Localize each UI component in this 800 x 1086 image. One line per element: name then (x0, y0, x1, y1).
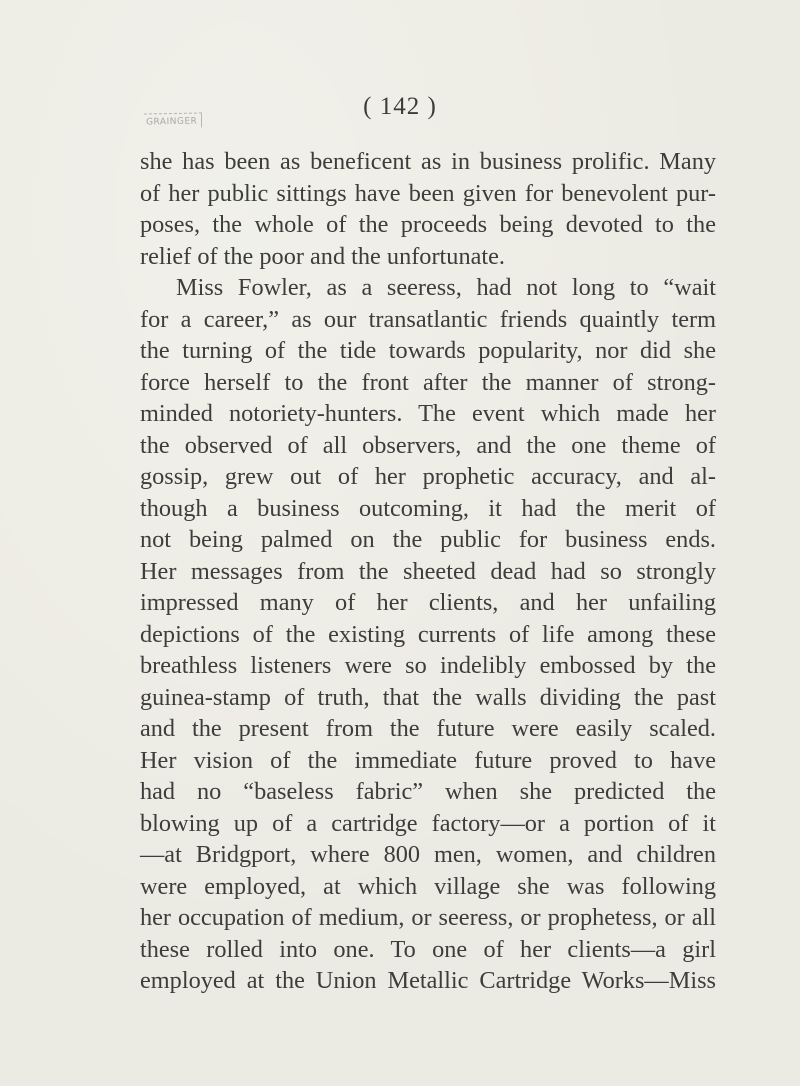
text-line: for a career,” as our transatlantic friends quaintly term (140, 305, 716, 333)
text-line: blowing up of a cartridge factory—or a portion of it (140, 809, 716, 837)
text-line: Her messages from the sheeted dead had so strongly (140, 557, 716, 585)
library-stamp: GRAINGER (144, 112, 203, 128)
text-line: employed at the Union Metallic Cartridge Works—Miss (140, 967, 716, 994)
text-line: guinea-stamp of truth, that the walls dividing the past (140, 683, 716, 711)
text-line: though a business outcoming, it had the merit of (140, 494, 716, 522)
text-line: relief of the poor and the unfortunate. (140, 242, 505, 270)
text-line: Her vision of the immediate future proved to have (140, 746, 716, 774)
text-line: gossip, grew out of her prophetic accuracy, and al- (140, 463, 716, 490)
text-line: of her public sittings have been given for benevolent pur- (140, 179, 716, 207)
text-line: force herself to the front after the manner of strong- (140, 368, 716, 396)
text-line: and the present from the future were easily scaled. (140, 715, 716, 742)
text-line: the observed of all observers, and the one theme of (140, 431, 716, 459)
text-line: breathless listeners were so indelibly embossed by the (140, 652, 716, 679)
text-line: impressed many of her clients, and her unfailing (140, 589, 716, 616)
text-line: had no “baseless fabric” when she predicted the (140, 778, 716, 805)
text-line: minded notoriety-hunters. The event which made her (140, 400, 716, 427)
text-line: she has been as beneficent as in business prolific. Many (140, 148, 716, 175)
text-line: Miss Fowler, as a seeress, had not long to “wait (176, 274, 716, 301)
text-line: poses, the whole of the proceeds being devoted to the (140, 211, 716, 238)
text-line: not being palmed on the public for business ends. (140, 526, 716, 553)
body-text (140, 146, 716, 997)
page-number: ( 142 ) (363, 93, 437, 120)
text-line: —at Bridgport, where 800 men, women, and children (140, 841, 716, 868)
text-line: these rolled into one. To one of her clients—a girl (140, 935, 716, 963)
text-line: were employed, at which village she was following (140, 872, 716, 900)
text-line: depictions of the existing currents of life among these (140, 620, 716, 648)
text-line: her occupation of medium, or seeress, or prophetess, or all (140, 904, 716, 931)
text-line: the turning of the tide towards popularity, nor did she (140, 337, 716, 364)
